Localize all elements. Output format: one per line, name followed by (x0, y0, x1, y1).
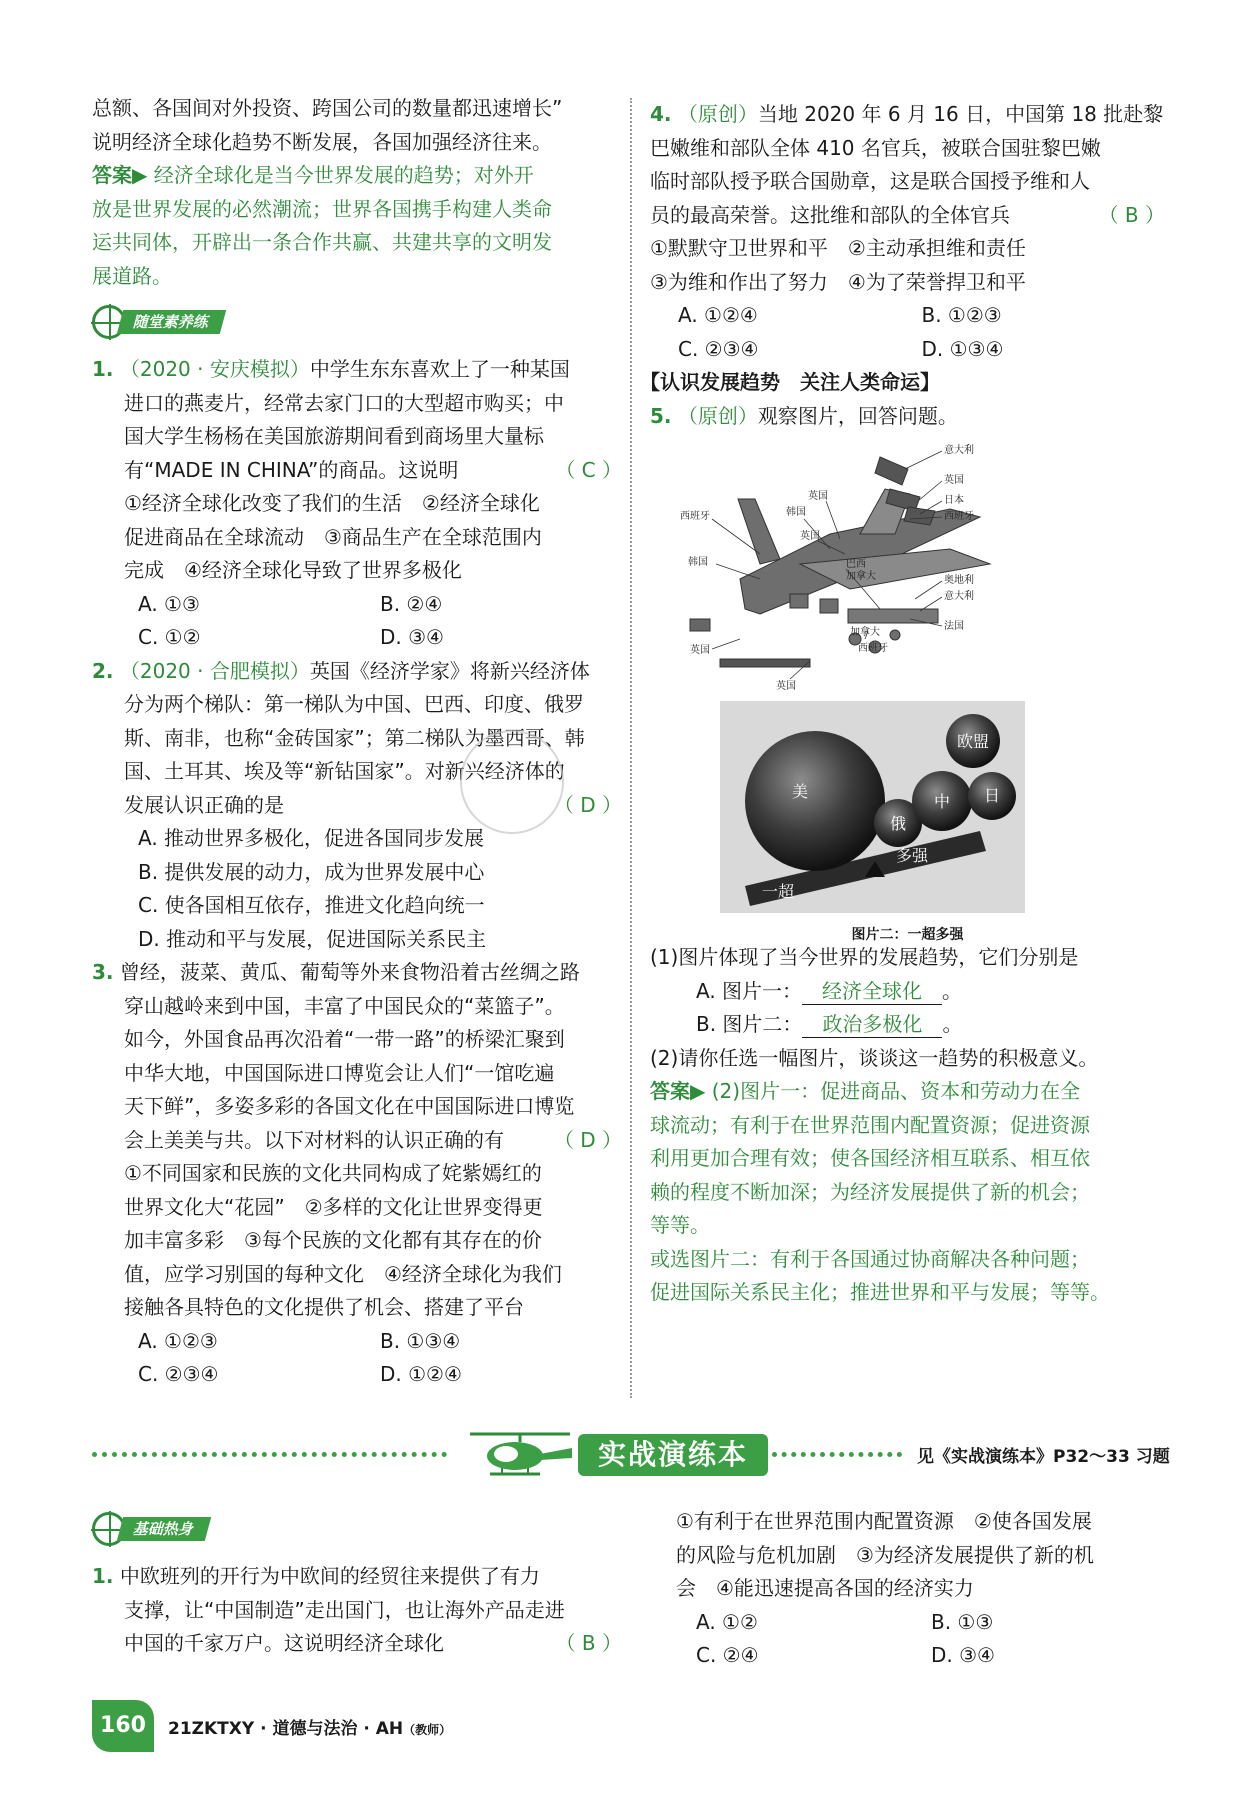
question-text: 穿山越岭来到中国，丰富了中国民众的“菜篮子”。 (124, 993, 565, 1018)
question-text: 中学生东东喜欢上了一种某国 (309, 357, 570, 381)
label-japan: 日 (983, 786, 1001, 805)
question-text: 巴嫩维和部队全体 410 名官兵，被联合国驻黎巴嫩 (650, 135, 1101, 160)
option-a: A. 推动世界多极化，促进各国同步发展 (138, 826, 485, 850)
question-text: 会 ④能迅速提高各国的经济实力 (676, 1576, 974, 1600)
question-text: 如今，外国食品再次沿着“一带一路”的桥梁汇聚到 (124, 1027, 565, 1051)
engine-2 (820, 599, 838, 613)
option-b: B. ②④ (380, 591, 443, 616)
question-number: 2. (92, 658, 114, 683)
label-italy: 意大利 (944, 591, 974, 602)
band-title: 实战演练本 (598, 1438, 749, 1471)
option-b: B. ①③ (931, 1609, 994, 1634)
option-d: D. ①②④ (380, 1362, 462, 1386)
question-number: 5. (650, 403, 672, 428)
label-usa: 美 (791, 782, 809, 801)
options (92, 588, 622, 655)
option-b: B. ①③④ (380, 1328, 461, 1353)
answer-line: 利用更加合理有效；使各国经济相互联系、相互依 (650, 1146, 1090, 1170)
question-text: 值，应学习别国的每种文化 ④经济全球化为我们 (124, 1261, 562, 1286)
nose-part (690, 619, 710, 631)
band-reference: 见《实战演练本》P32～33 习题 (917, 1447, 1170, 1467)
answer-line: (2)图片一：促进商品、资本和劳动力在全 (711, 1079, 1081, 1103)
subanswer-b: B. 图片二： 政治多极化 。 (696, 1012, 963, 1036)
question-number: 1. (92, 1564, 114, 1588)
options (676, 1606, 1166, 1673)
label-france: 法国 (944, 621, 964, 632)
question-1 (92, 353, 622, 655)
question-text: ①经济全球化改变了我们的生活 ②经济全球化 (124, 491, 540, 515)
answer-choice: （ D ） (553, 792, 622, 817)
lower-right-column (676, 1505, 1166, 1673)
label-austria: 奥地利 (944, 575, 974, 586)
question-text: 发展认识正确的是 （ D ） (92, 789, 622, 823)
label-russia: 俄 (889, 814, 907, 833)
question-text: 国、土耳其、埃及等“新钻国家”。对新兴经济体的 (124, 759, 565, 783)
question-3 (92, 956, 622, 1392)
question-text: 英国《经济学家》将新兴经济体 (309, 658, 590, 683)
figure-world-manufacturing (650, 439, 1165, 695)
question-text: 的风险与危机加剧 ③为经济发展提供了新的机 (676, 1542, 1094, 1567)
label-japan: 日本 (944, 495, 964, 506)
subquestion-2: (2)请你任选一幅图片，谈谈这一趋势的积极意义。 (650, 1045, 1099, 1070)
option-d: D. ①③④ (921, 336, 1004, 361)
answer-line-2: 放是世界发展的必然潮流；世界各国携手构建人类命 (92, 196, 552, 221)
question-text: 促进商品在全球流动 ③商品生产在全球范围内 (124, 524, 542, 549)
option-b: B. ①②③ (921, 303, 1002, 327)
option-a: A. ①③ (138, 591, 200, 616)
answer-line: 等等。 (650, 1213, 710, 1237)
section-badge-warmup (92, 1512, 622, 1546)
options (650, 299, 1165, 366)
answer-line-1: 经济全球化是当今世界发展的趋势；对外开 (153, 163, 534, 187)
question-6 (92, 1560, 622, 1661)
subanswer-a: A. 图片一： 经济全球化 。 (696, 978, 963, 1003)
option-b: B. 提供发展的动力，成为世界发展中心 (138, 859, 485, 884)
option-a: A. ①②④ (678, 303, 758, 327)
question-text: ①默默守卫世界和平 ②主动承担维和责任 (650, 236, 1026, 260)
answer-label: 答案▶ (92, 163, 148, 187)
label-italy: 意大利 (944, 445, 974, 456)
question-text: 中华大地，中国国际进口博览会让人们“一馆吃遍 (124, 1060, 555, 1085)
section-label: 基础热身 (117, 1517, 211, 1541)
label-korea: 韩国 (786, 507, 806, 518)
question-text: 完成 ④经济全球化导致了世界多极化 (124, 558, 462, 582)
answer-choice: （ B ） (1098, 202, 1165, 227)
question-text: 观察图片，回答问题。 (757, 403, 958, 428)
question-text: 支撑，让“中国制造”走出国门，也让海外产品走进 (124, 1597, 565, 1622)
question-text: 加丰富多彩 ③每个民族的文化都有其存在的价 (124, 1228, 542, 1252)
label-uk: 英国 (944, 475, 964, 486)
answer-line: 球流动；有利于在世界范围内配置资源；促进资源 (650, 1112, 1090, 1137)
section-title: 【认识发展趋势 关注人类命运】 (640, 370, 940, 394)
answer-line-4: 展道路。 (92, 263, 172, 288)
right-column (640, 98, 1165, 1310)
question-source: （原创） (677, 403, 758, 428)
label-canada: 加拿大 (850, 627, 880, 638)
label-uk: 英国 (808, 491, 828, 502)
question-text: 接触各具特色的文化提供了机会、搭建了平台 (124, 1295, 524, 1319)
option-c: C. ①② (138, 625, 201, 649)
figure-one-superpower (650, 701, 1165, 941)
label-brazil: 巴西 (846, 559, 866, 570)
answer-block (650, 1075, 1165, 1109)
label-china: 中 (933, 792, 951, 811)
answer-choice: （ C ） (555, 457, 622, 482)
label-korea: 韩国 (688, 557, 708, 568)
question-text: 天下鲜”，多姿多彩的各国文化在中国国际进口博览 (124, 1094, 575, 1118)
label-eu: 欧盟 (956, 732, 990, 751)
footer-text: 21ZKTXY · 道德与法治 · AH（教师） (168, 1719, 452, 1739)
answer-line: 赖的程度不断加深；为经济发展提供了新的机会； (650, 1179, 1090, 1204)
question-text: 有“MADE IN CHINA”的商品。这说明 （ C ） (92, 454, 622, 488)
question-5 (650, 400, 1165, 1310)
section-label: 随堂素养练 (117, 310, 226, 334)
label-many-powers: 多强 (895, 846, 929, 865)
question-number: 3. (92, 960, 114, 984)
label-spain: 西班牙 (944, 511, 974, 522)
label-uk: 英国 (776, 681, 796, 692)
label-uk: 英国 (690, 645, 710, 656)
intro-answer (92, 159, 622, 193)
wheel-3 (890, 630, 900, 640)
question-text: 分为两个梯队：第一梯队为中国、巴西、印度、俄罗 (124, 692, 584, 716)
question-text: ③为维和作出了努力 ④为了荣誉捍卫和平 (650, 269, 1026, 294)
question-number: 1. (92, 357, 114, 381)
question-text: 临时部队授予联合国勋章，这是联合国授予维和人 (650, 169, 1090, 193)
question-text: 世界文化大“花园” ②多样的文化让世界变得更 (124, 1194, 543, 1219)
answer-choice: （ B ） (555, 1631, 622, 1655)
balance-illustration (650, 701, 1165, 913)
question-text: 国大学生杨杨在美国旅游期间看到商场里大量标 (124, 424, 544, 448)
intro-line-1: 总额、各国间对外投资、跨国公司的数量都迅速增长” (92, 96, 563, 120)
question-4 (650, 98, 1165, 366)
answer-line: 或选图片二：有利于各国通过协商解决各种问题； (650, 1246, 1090, 1271)
question-number: 4. (650, 102, 672, 126)
part-top-1 (875, 457, 908, 485)
subquestion-1: (1)图片体现了当今世界的发展趋势，它们分别是 (650, 945, 1079, 969)
answer-choice: （ D ） (553, 1127, 622, 1152)
label-one-superpower: 一超 (761, 882, 795, 901)
answer-line-3: 运共同体，开辟出一条合作共赢、共建共享的文明发 (92, 230, 552, 254)
practice-band (92, 1428, 1172, 1482)
question-source: （原创） (677, 102, 758, 126)
question-text: 中欧班列的开行为中欧间的经贸往来提供了有力 (119, 1564, 540, 1588)
figure-caption-2: 图片二：一超多强 (851, 926, 964, 943)
option-d: D. ③④ (380, 625, 444, 649)
option-d: D. ③④ (931, 1643, 995, 1667)
fill-blank: 经济全球化 (802, 978, 942, 1005)
option-c: C. ②③④ (678, 336, 759, 361)
answer-label: 答案▶ (650, 1079, 706, 1103)
fill-blank: 政治多极化 (802, 1011, 942, 1038)
lower-left-column (92, 1500, 622, 1661)
option-c: C. ②③④ (138, 1362, 219, 1386)
helicopter-icon (460, 1428, 580, 1482)
dotted-line-right (772, 1452, 902, 1457)
question-text: 斯、南非，也称“金砖国家”；第二梯队为墨西哥、韩 (124, 725, 585, 750)
option-d: D. 推动和平与发展，促进国际关系民主 (138, 926, 487, 951)
engine-1 (790, 594, 808, 608)
option-c: C. 使各国相互依存，推进文化趋向统一 (138, 893, 485, 917)
question-text: 中国的千家万户。这说明经济全球化 （ B ） (92, 1627, 622, 1661)
options (92, 1325, 622, 1392)
question-text: 员的最高荣誉。这批维和部队的全体官兵 （ B ） (650, 199, 1165, 233)
label-spain: 西班牙 (680, 511, 710, 522)
seal-stamp (460, 730, 564, 834)
question-text: 会上美美与共。以下对材料的认识正确的有 （ D ） (92, 1124, 622, 1158)
option-c: C. ②④ (696, 1643, 759, 1667)
question-source: （2020 · 合肥模拟） (119, 658, 310, 683)
option-a: A. ①② (696, 1609, 758, 1634)
wing-part (848, 609, 938, 623)
page-number: 160 (92, 1700, 154, 1752)
question-text: ①不同国家和民族的文化共同构成了姹紫嫣红的 (124, 1161, 542, 1185)
ball-usa (745, 731, 885, 871)
question-source: （2020 · 安庆模拟） (119, 357, 310, 381)
label-spain: 西班牙 (858, 643, 888, 654)
question-text: 进口的燕麦片，经常去家门口的大型超市购买；中 (124, 390, 564, 415)
question-text: 曾经，菠菜、黄瓜、葡萄等外来食物沿着古丝绸之路 (119, 960, 580, 984)
section-badge-practice (92, 305, 622, 339)
gear-part (720, 659, 810, 667)
question-text: 当地 2020 年 6 月 16 日，中国第 18 批赴黎 (757, 102, 1164, 126)
label-uk: 英国 (800, 531, 820, 542)
label-canada: 加拿大 (846, 571, 876, 582)
option-a: A. ①②③ (138, 1328, 218, 1353)
footer-tag: （教师） (403, 1723, 452, 1737)
intro-line-2: 说明经济全球化趋势不断发展，各国加强经济往来。 (92, 129, 552, 154)
answer-line: 促进国际关系民主化；推进世界和平与发展；等等。 (650, 1280, 1110, 1304)
question-text: ①有利于在世界范围内配置资源 ②使各国发展 (676, 1509, 1092, 1533)
airplane-illustration (650, 439, 1165, 695)
dotted-line-left (92, 1452, 447, 1457)
column-divider (630, 98, 632, 1398)
tail-fin (738, 499, 780, 564)
options (92, 822, 622, 956)
